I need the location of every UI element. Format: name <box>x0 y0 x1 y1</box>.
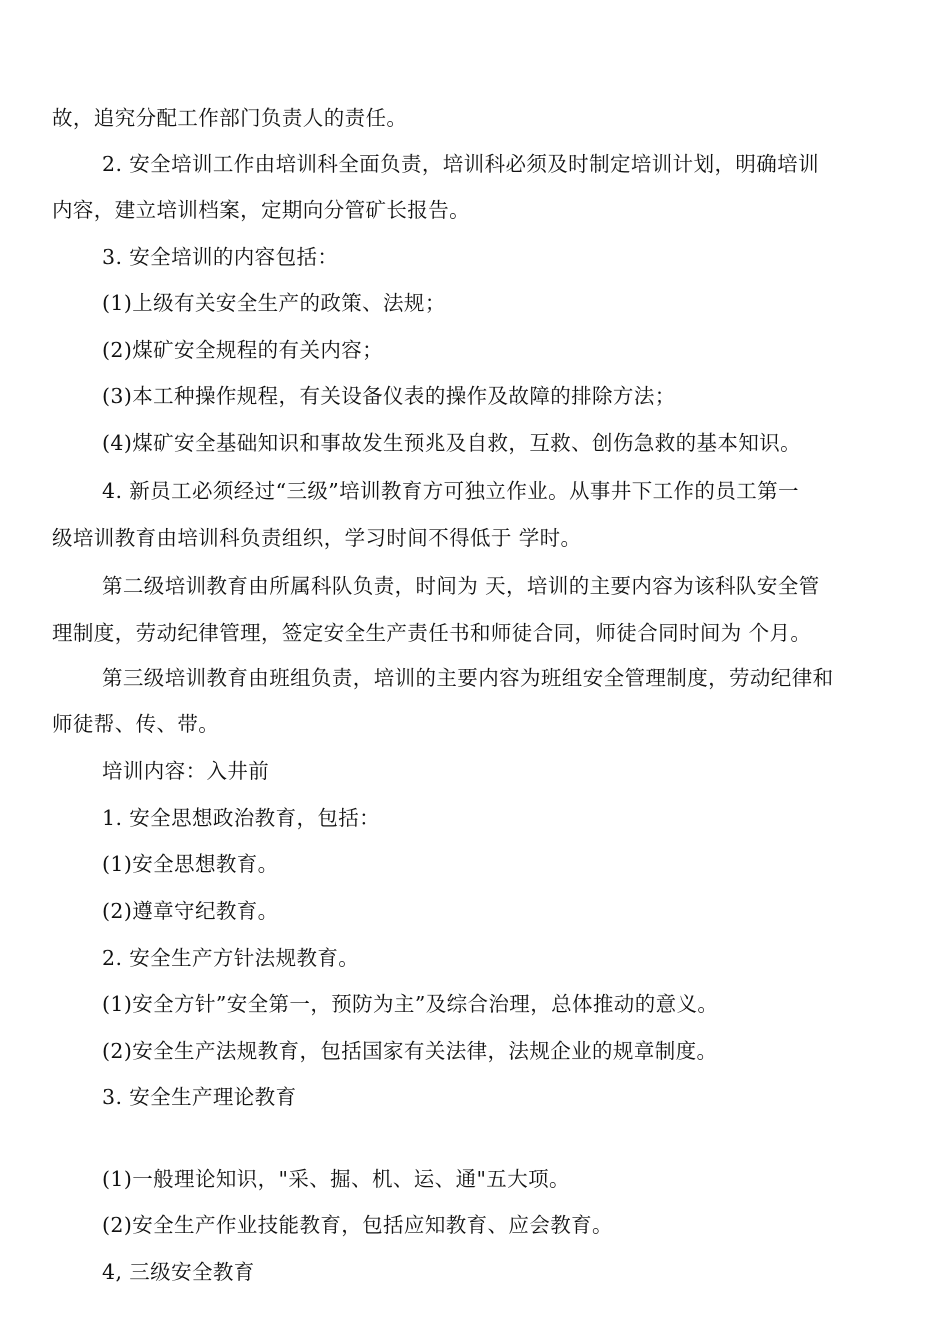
list-item: (1)一般理论知识，"采、掘、机、运、通"五大项。 <box>102 1167 570 1191</box>
paragraph-line: 2. 安全培训工作由培训科全面负责，培训科必须及时制定培训计划，明确培训 <box>102 152 819 176</box>
paragraph-line: 第二级培训教育由所属科队负责，时间为 天，培训的主要内容为该科队安全管 <box>102 574 820 598</box>
list-item: (2)安全生产作业技能教育，包括应知教育、应会教育。 <box>102 1213 613 1237</box>
list-item: (2)煤矿安全规程的有关内容； <box>102 338 384 362</box>
list-item: (1)上级有关安全生产的政策、法规； <box>102 291 446 315</box>
paragraph-line: 第三级培训教育由班组负责，培训的主要内容为班组安全管理制度，劳动纪律和 <box>102 666 834 690</box>
paragraph-line: 3. 安全生产理论教育 <box>102 1085 297 1109</box>
paragraph-line: 理制度，劳动纪律管理，签定安全生产责任书和师徒合同，师徒合同时间为 个月。 <box>52 621 812 645</box>
paragraph-line: 故，追究分配工作部门负责人的责任。 <box>52 106 408 130</box>
list-item: (2)遵章守纪教育。 <box>102 899 279 923</box>
list-item: (2)安全生产法规教育，包括国家有关法律，法规企业的规章制度。 <box>102 1039 718 1063</box>
paragraph-line: 3. 安全培训的内容包括： <box>102 245 339 269</box>
paragraph-line: 内容，建立培训档案，定期向分管矿长报告。 <box>52 198 470 222</box>
list-item: (1)安全思想教育。 <box>102 852 279 876</box>
section-heading: 培训内容：入井前 <box>102 759 270 783</box>
paragraph-line: 1. 安全思想政治教育，包括： <box>102 806 381 830</box>
paragraph-line: 师徒帮、传、带。 <box>52 712 220 736</box>
paragraph-line: 4, 三级安全教育 <box>102 1260 255 1284</box>
list-item: (3)本工种操作规程，有关设备仪表的操作及故障的排除方法； <box>102 384 676 408</box>
paragraph-line: 级培训教育由培训科负责组织，学习时间不得低于 学时。 <box>52 526 582 550</box>
list-item: (1)安全方针”安全第一，预防为主”及综合治理，总体推动的意义。 <box>102 992 719 1016</box>
paragraph-line: 4. 新员工必须经过“三级”培训教育方可独立作业。从事井下工作的员工第一 <box>102 479 799 503</box>
list-item: (4)煤矿安全基础知识和事故发生预兆及自救，互救、创伤急救的基本知识。 <box>102 431 802 455</box>
paragraph-line: 2. 安全生产方针法规教育。 <box>102 946 360 970</box>
